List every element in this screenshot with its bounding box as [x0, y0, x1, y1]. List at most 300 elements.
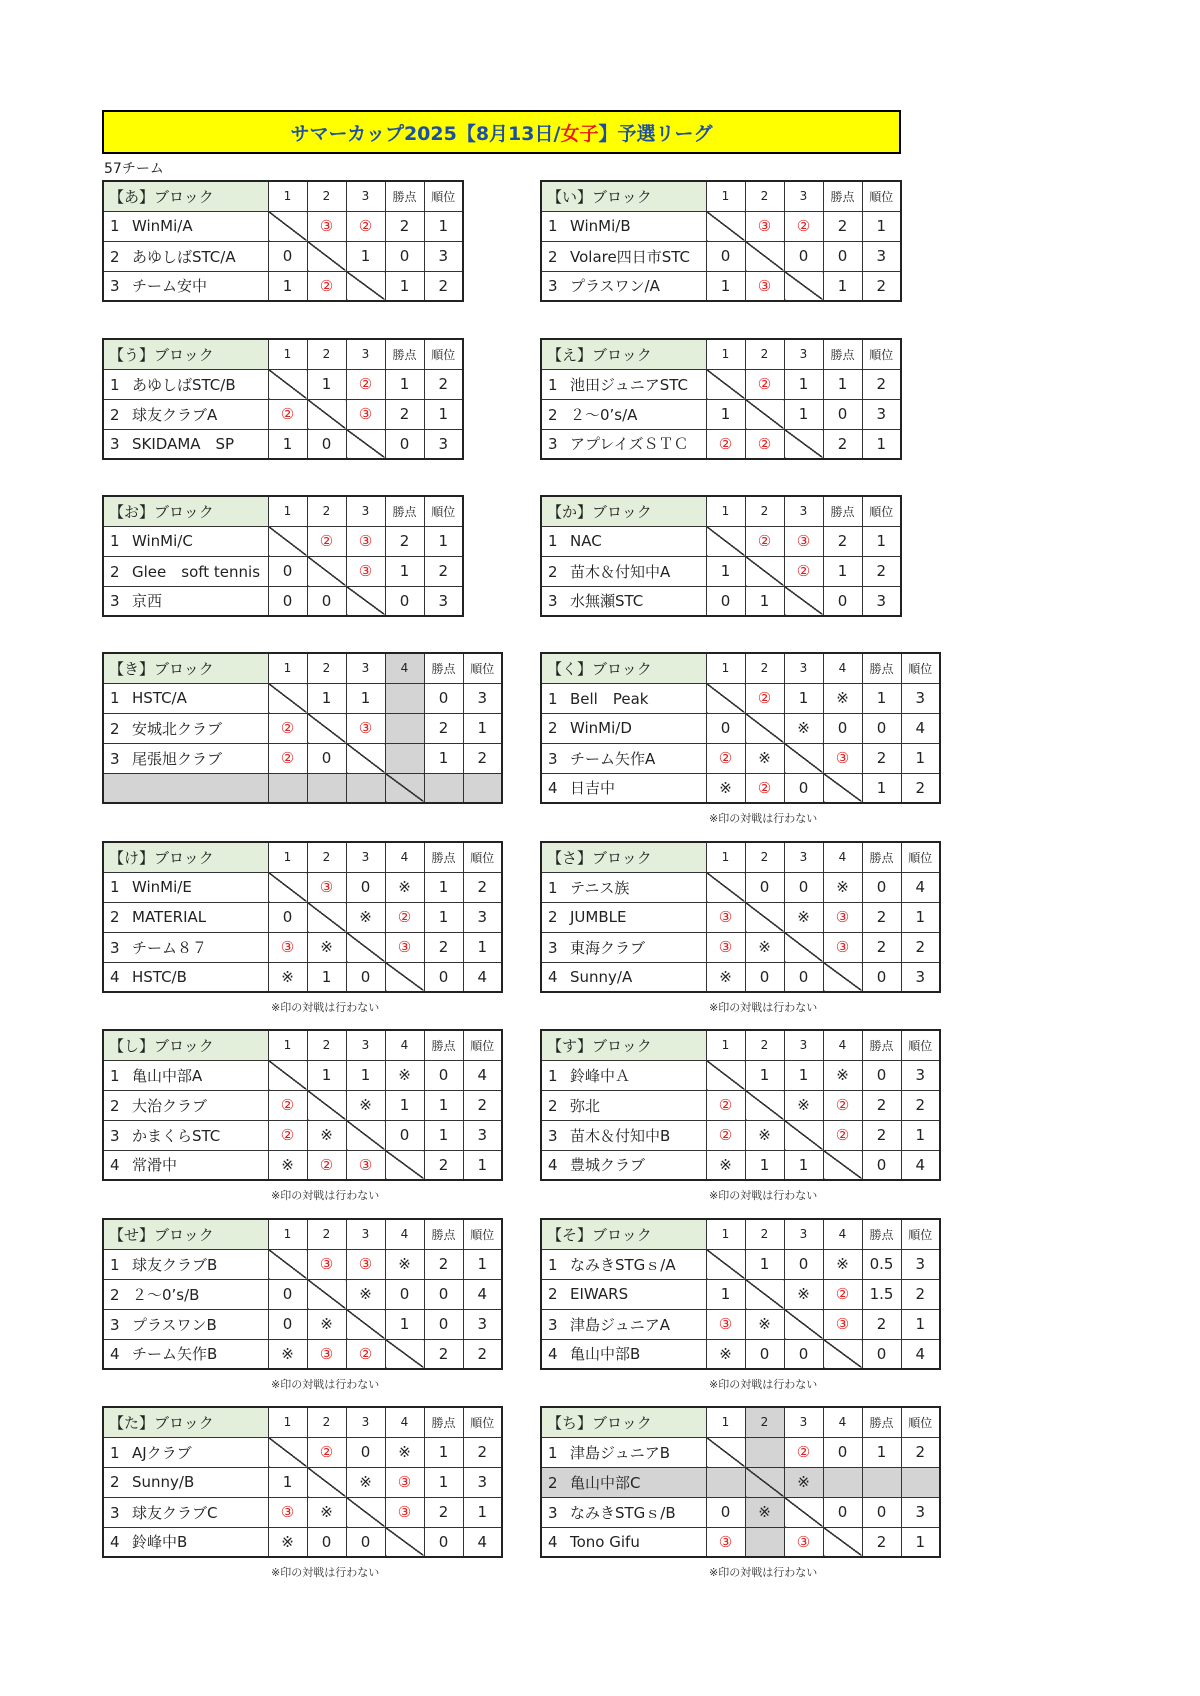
no-match-note: ※印の対戦は行わない: [271, 1189, 380, 1202]
team-label: 豊城クラブ: [570, 1156, 646, 1175]
team-number: 2: [110, 1096, 120, 1115]
rank: 4: [901, 872, 940, 902]
self-match-cell: [706, 526, 745, 556]
rank: 3: [424, 241, 463, 271]
block-table: [102, 1029, 503, 1181]
match-result: ②: [823, 1090, 862, 1120]
points: 2: [424, 1249, 463, 1279]
rank: 3: [424, 586, 463, 616]
team-label: 常滑中: [132, 1156, 178, 1175]
self-match-cell: [346, 1497, 385, 1527]
points: 1: [385, 271, 424, 301]
column-header: 1: [706, 842, 745, 872]
team-number: 4: [548, 1532, 558, 1551]
team-number: 2: [110, 247, 120, 266]
match-result: ②: [745, 369, 784, 399]
column-header: 勝点: [823, 181, 862, 211]
column-header: 4: [385, 653, 424, 683]
team-row: [103, 1120, 502, 1150]
column-header: 1: [268, 181, 307, 211]
rank: 3: [463, 902, 502, 932]
match-result: ②: [823, 1279, 862, 1309]
column-header: 3: [784, 181, 823, 211]
block-name: 【え】ブロック: [541, 339, 706, 369]
team-row: [103, 1249, 502, 1279]
team-number: 3: [110, 938, 120, 957]
self-match-cell: [346, 932, 385, 962]
team-row: [103, 1339, 502, 1369]
rank: 2: [424, 369, 463, 399]
column-header: 勝点: [862, 1219, 901, 1249]
block-name: 【せ】ブロック: [103, 1219, 268, 1249]
team-name: [541, 1339, 706, 1369]
block-table: [540, 338, 902, 460]
match-result: ③: [385, 932, 424, 962]
match-result: ②: [745, 683, 784, 713]
points: 2: [862, 1309, 901, 1339]
team-name: [103, 1120, 268, 1150]
team-name: [103, 429, 268, 459]
match-result: ③: [784, 526, 823, 556]
self-match-cell: [745, 713, 784, 743]
match-result: ③: [706, 932, 745, 962]
match-result: ③: [346, 1150, 385, 1180]
column-header: 1: [706, 1030, 745, 1060]
column-header: 3: [346, 653, 385, 683]
team-label: WinMi/B: [570, 217, 631, 235]
match-result: 1: [706, 1279, 745, 1309]
match-result: 1: [346, 683, 385, 713]
points: 1: [862, 683, 901, 713]
match-result: ※: [706, 962, 745, 992]
column-header: 2: [745, 496, 784, 526]
team-name: [103, 1279, 268, 1309]
rank: 2: [901, 1437, 940, 1467]
team-label: 日吉中: [570, 779, 616, 798]
match-result: ③: [268, 932, 307, 962]
match-result: 0: [745, 872, 784, 902]
match-result: 0: [346, 872, 385, 902]
match-result: 1: [784, 1060, 823, 1090]
match-result: ②: [307, 1437, 346, 1467]
team-number: 3: [110, 277, 120, 296]
block-table: [540, 1218, 941, 1370]
match-result: 1: [745, 586, 784, 616]
team-label: あゆしばSTC/A: [132, 247, 236, 266]
self-match-cell: [346, 1120, 385, 1150]
team-row: [103, 271, 463, 301]
rank: 4: [901, 1150, 940, 1180]
self-match-cell: [307, 1467, 346, 1497]
rank: 3: [463, 1120, 502, 1150]
column-header: 4: [823, 1407, 862, 1437]
team-row: [103, 683, 502, 713]
rank: [463, 773, 502, 803]
no-match-note: ※印の対戦は行わない: [271, 1566, 380, 1579]
self-match-cell: [745, 241, 784, 271]
team-label: 東海クラブ: [570, 938, 646, 957]
team-name: [541, 902, 706, 932]
team-name: [103, 1339, 268, 1369]
column-header: 4: [385, 842, 424, 872]
points: 0: [424, 1060, 463, 1090]
match-result: ※: [784, 1090, 823, 1120]
team-label: チーム８７: [132, 938, 208, 957]
rank: 2: [862, 271, 901, 301]
team-number: 2: [548, 1473, 558, 1492]
match-result: 0: [823, 1437, 862, 1467]
team-number: 3: [548, 749, 558, 768]
points: 2: [862, 932, 901, 962]
team-count: 57チーム: [104, 161, 164, 177]
team-label: チーム安中: [132, 277, 208, 296]
team-row: [541, 743, 940, 773]
match-result: ③: [346, 556, 385, 586]
team-name: [541, 1249, 706, 1279]
match-result: 1: [745, 1249, 784, 1279]
team-label: WinMi/E: [132, 878, 192, 896]
match-result: 0: [706, 713, 745, 743]
team-row: [541, 1120, 940, 1150]
block-name: 【さ】ブロック: [541, 842, 706, 872]
block-table: [102, 495, 464, 617]
block-table: [102, 1218, 503, 1370]
team-row: [541, 1090, 940, 1120]
column-header: 2: [307, 339, 346, 369]
match-result: ※: [745, 932, 784, 962]
team-name: [541, 399, 706, 429]
match-result: ※: [307, 932, 346, 962]
team-label: プラスワンB: [132, 1315, 217, 1334]
team-row: [103, 429, 463, 459]
team-name: [541, 556, 706, 586]
points: 1: [424, 902, 463, 932]
rank: 3: [901, 1060, 940, 1090]
match-result: ※: [745, 1120, 784, 1150]
team-label: Glee soft tennis: [132, 562, 261, 581]
column-header: 3: [346, 496, 385, 526]
self-match-cell: [745, 399, 784, 429]
team-row: [103, 369, 463, 399]
team-label: なみきSTGｓ/B: [570, 1503, 676, 1522]
team-label: 安城北クラブ: [132, 719, 223, 738]
points: 0: [424, 1527, 463, 1557]
column-header: 2: [745, 181, 784, 211]
team-row: [541, 556, 901, 586]
column-header: 順位: [901, 1219, 940, 1249]
points: 0.5: [862, 1249, 901, 1279]
rank: 1: [424, 526, 463, 556]
column-header: 3: [784, 496, 823, 526]
team-label: かまくらSTC: [132, 1126, 221, 1145]
column-header: 3: [784, 1219, 823, 1249]
match-result: ※: [823, 1249, 862, 1279]
rank: 2: [463, 743, 502, 773]
column-header: 2: [307, 181, 346, 211]
team-row: [103, 399, 463, 429]
team-number: 2: [110, 1473, 120, 1491]
team-label: 球友クラブA: [132, 405, 218, 424]
self-match-cell: [745, 1467, 784, 1497]
self-match-cell: [823, 1339, 862, 1369]
no-match-note: ※印の対戦は行わない: [709, 1566, 818, 1579]
points: 0: [823, 241, 862, 271]
team-name: [103, 932, 268, 962]
points: 2: [862, 743, 901, 773]
rank: 3: [424, 429, 463, 459]
team-row: [103, 1437, 502, 1467]
block-name: 【け】ブロック: [103, 842, 268, 872]
self-match-cell: [784, 932, 823, 962]
team-name: [541, 743, 706, 773]
points: 0: [385, 241, 424, 271]
team-number: 3: [548, 1503, 558, 1522]
page-title: [102, 110, 901, 154]
team-label: 京西: [132, 592, 163, 611]
rank: 4: [463, 1060, 502, 1090]
block-name: 【い】ブロック: [541, 181, 706, 211]
self-match-cell: [745, 902, 784, 932]
match-result: 0: [268, 556, 307, 586]
match-result: ③: [706, 1527, 745, 1557]
self-match-cell: [784, 586, 823, 616]
team-label: Sunny/B: [132, 1473, 195, 1491]
points: 1: [424, 1090, 463, 1120]
match-result: ※: [745, 1309, 784, 1339]
match-result: ※: [268, 1339, 307, 1369]
self-match-cell: [385, 1339, 424, 1369]
rank: 1: [901, 902, 940, 932]
match-result: [706, 1467, 745, 1497]
rank: 3: [862, 586, 901, 616]
self-match-cell: [823, 962, 862, 992]
match-result: ②: [346, 369, 385, 399]
points: 2: [424, 932, 463, 962]
block-table: [102, 652, 503, 804]
team-name: [103, 683, 268, 713]
match-result: ※: [745, 1497, 784, 1527]
self-match-cell: [268, 1060, 307, 1090]
match-result: ②: [784, 556, 823, 586]
rank: 2: [424, 271, 463, 301]
team-row: [103, 556, 463, 586]
points: 1: [385, 369, 424, 399]
team-number: 1: [548, 689, 558, 708]
points: 1: [862, 773, 901, 803]
team-row: [541, 1150, 940, 1180]
team-number: 1: [110, 878, 120, 896]
match-result: 0: [346, 1437, 385, 1467]
points: 0: [385, 429, 424, 459]
points: 2: [823, 211, 862, 241]
self-match-cell: [385, 1527, 424, 1557]
points: 0: [424, 1309, 463, 1339]
team-name: [103, 369, 268, 399]
rank: 4: [463, 1527, 502, 1557]
column-header: 1: [706, 496, 745, 526]
team-row: [103, 713, 502, 743]
self-match-cell: [823, 1527, 862, 1557]
block-name: 【あ】ブロック: [103, 181, 268, 211]
self-match-cell: [784, 1497, 823, 1527]
team-number: 1: [110, 1443, 120, 1462]
rank: 1: [424, 399, 463, 429]
match-result: ②: [268, 713, 307, 743]
team-number: 3: [110, 749, 120, 768]
match-result: ※: [706, 773, 745, 803]
team-name: [541, 271, 706, 301]
self-match-cell: [307, 241, 346, 271]
match-result: 1: [784, 683, 823, 713]
team-label: チーム矢作B: [132, 1345, 218, 1364]
match-result: 1: [268, 271, 307, 301]
match-result: ②: [745, 526, 784, 556]
column-header: 4: [823, 1030, 862, 1060]
match-result: ※: [823, 683, 862, 713]
points: 0: [862, 1497, 901, 1527]
rank: 4: [463, 962, 502, 992]
match-result: ③: [784, 1527, 823, 1557]
team-label: 尾張旭クラブ: [132, 749, 223, 768]
self-match-cell: [268, 683, 307, 713]
points: 1: [823, 556, 862, 586]
title-suffix: 】予選リーグ: [598, 122, 713, 145]
match-result: 1: [268, 1467, 307, 1497]
column-header: 順位: [424, 181, 463, 211]
match-result: 1: [385, 1090, 424, 1120]
team-name: [541, 1120, 706, 1150]
column-header: 順位: [463, 1030, 502, 1060]
column-header: 3: [784, 653, 823, 683]
match-result: 0: [307, 429, 346, 459]
points: 0: [862, 872, 901, 902]
match-result: 1: [268, 429, 307, 459]
team-row: [541, 241, 901, 271]
match-result: 0: [784, 872, 823, 902]
rank: 1: [901, 743, 940, 773]
match-result: ③: [307, 211, 346, 241]
column-header: 4: [385, 1219, 424, 1249]
column-header: 勝点: [862, 653, 901, 683]
block-name: 【そ】ブロック: [541, 1219, 706, 1249]
team-name: [103, 556, 268, 586]
team-number: 2: [110, 405, 120, 424]
match-result: ③: [745, 211, 784, 241]
column-header: 1: [268, 339, 307, 369]
team-name: [541, 1497, 706, 1527]
team-label: Bell Peak: [570, 689, 649, 708]
match-result: ②: [706, 429, 745, 459]
match-result: ※: [823, 872, 862, 902]
team-number: 1: [110, 375, 120, 394]
self-match-cell: [784, 429, 823, 459]
column-header: 勝点: [385, 339, 424, 369]
team-name: [103, 1467, 268, 1497]
match-result: ②: [784, 211, 823, 241]
column-header: 1: [268, 1219, 307, 1249]
team-label: HSTC/B: [132, 967, 187, 986]
match-result: ※: [706, 1339, 745, 1369]
match-result: ※: [784, 902, 823, 932]
team-row: [541, 1249, 940, 1279]
rank: 2: [463, 1437, 502, 1467]
team-row: [541, 1060, 940, 1090]
rank: 2: [424, 556, 463, 586]
title-category: 女子: [560, 122, 599, 145]
points: 1: [424, 743, 463, 773]
column-header: 1: [706, 339, 745, 369]
self-match-cell: [823, 1150, 862, 1180]
team-row: [103, 1497, 502, 1527]
points: 0: [424, 962, 463, 992]
block-name: 【き】ブロック: [103, 653, 268, 683]
team-label: EIWARS: [570, 1285, 629, 1303]
column-header: 勝点: [424, 1030, 463, 1060]
column-header: 勝点: [424, 653, 463, 683]
column-header: 勝点: [424, 842, 463, 872]
rank: 3: [901, 683, 940, 713]
team-name: [103, 872, 268, 902]
points: 0: [862, 962, 901, 992]
team-row: [103, 872, 502, 902]
match-result: 0: [385, 1279, 424, 1309]
points: 0: [862, 1339, 901, 1369]
team-number: 4: [110, 1345, 120, 1364]
match-result: 0: [706, 1497, 745, 1527]
points: 2: [385, 526, 424, 556]
team-label: チーム矢作A: [570, 749, 656, 768]
team-number: 4: [548, 779, 558, 798]
team-row: [103, 1090, 502, 1120]
team-name: [541, 1150, 706, 1180]
rank: 1: [862, 429, 901, 459]
team-label: 球友クラブB: [132, 1255, 218, 1274]
team-name: [103, 271, 268, 301]
team-name: [103, 526, 268, 556]
team-row: [103, 962, 502, 992]
match-result: 1: [706, 271, 745, 301]
match-result: ※: [385, 1060, 424, 1090]
team-name: [103, 211, 268, 241]
match-result: ③: [823, 1309, 862, 1339]
match-result: 0: [784, 1339, 823, 1369]
match-result: 0: [307, 586, 346, 616]
points: 2: [862, 1527, 901, 1557]
match-result: 1: [307, 1060, 346, 1090]
team-name: [103, 962, 268, 992]
team-number: 2: [548, 1285, 558, 1303]
team-number: 1: [110, 1255, 120, 1274]
column-header: 3: [346, 339, 385, 369]
rank: 3: [901, 1497, 940, 1527]
team-row: [541, 872, 940, 902]
block-table: [540, 495, 902, 617]
column-header: 3: [346, 842, 385, 872]
match-result: 0: [784, 962, 823, 992]
team-label: NAC: [570, 532, 602, 550]
team-number: 1: [110, 1066, 120, 1085]
team-name: [103, 1060, 268, 1090]
match-result: ③: [346, 399, 385, 429]
rank: 1: [424, 211, 463, 241]
match-result: 0: [706, 241, 745, 271]
match-result: ③: [706, 1309, 745, 1339]
match-result: ②: [706, 1120, 745, 1150]
column-header: 順位: [901, 842, 940, 872]
match-result: 0: [268, 241, 307, 271]
match-result: 1: [307, 962, 346, 992]
team-name: [541, 369, 706, 399]
